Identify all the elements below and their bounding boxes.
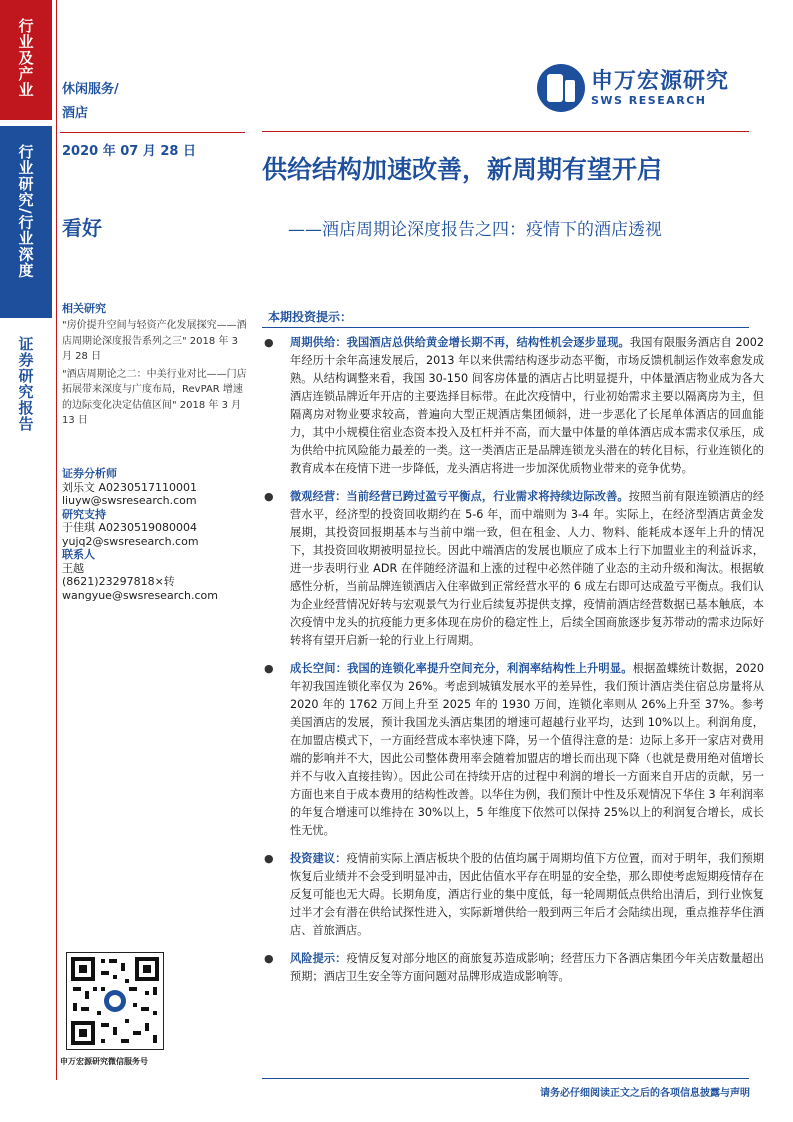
analyst-name: 刘乐文 A0230517110001 <box>62 480 198 494</box>
report-title: 供给结构加速改善，新周期有望开启 <box>262 155 663 184</box>
analyst-email[interactable]: liuyw@swsresearch.com <box>62 494 197 507</box>
left-divider <box>56 0 57 1080</box>
report-subtitle: ——酒店周期论深度报告之四：疫情下的酒店透视 <box>288 220 662 240</box>
support-name: 于佳琪 A0230519080004 <box>62 521 198 534</box>
bullet-icon: ● <box>264 336 274 349</box>
highlight-recommendation <box>262 850 764 940</box>
support-heading: 研究支持 <box>62 507 106 521</box>
analyst-heading: 证券分析师 <box>62 467 117 480</box>
footer-rule <box>262 1078 749 1079</box>
bullet-lead: 周期供给：我国酒店总供给黄金增长期不再，结构性机会逐步显现。 <box>290 336 630 349</box>
bullet-icon: ● <box>264 952 274 965</box>
contact-heading: 联系人 <box>62 548 95 561</box>
support-email[interactable]: yujq2@swsresearch.com <box>62 534 199 548</box>
side-tab-industry-label: 行业及产业 <box>16 18 35 98</box>
bullet-icon: ● <box>264 662 274 675</box>
industry-category <box>62 78 119 126</box>
bullet-lead: 微观经营：当前经营已跨过盈亏平衡点，行业需求将持续边际改善。 <box>290 490 629 503</box>
rating: 看好 <box>62 216 102 240</box>
wechat-qr-code <box>66 952 164 1050</box>
bullet-lead: 成长空间：我国的连锁化率提升空间充分，利润率结构性上升明显。 <box>290 662 633 675</box>
disclaimer-footer[interactable]: 请务必仔细阅读正文之后的各项信息披露与声明 <box>540 1088 750 1099</box>
bullet-body: 按照当前有限连锁酒店的经营水平，经济型的投资回收期约在 5-6 年，而中端则为 3-4 年。实际上，在经济型酒店黄金发展期，其投资回报期基本与当前中端一致，但在租金、人力、物料、能耗成本逐年上升的情况下，其投资回收期被明显拉长。因此中端酒店的发展也顺应了成本上行下加盟业主的利益诉求，进一步表明行业 ADR 在伴随经济温和上涨的过程中必然伴随了业态的主动升级和淘汰。根据敏感性分析，当前品牌连锁酒店入住率做到正常经营水平的 6 成左右即可达成盈亏平衡点。我们认为企业经营情况好转与宏观景气为行业后续复苏提供支撑，疫情前酒店经营数据已基本触底，本次疫情中龙头的抗疫能力更多体现在房价的稳定性上，后续全国商旅逐步复苏带动的需求边际好转将有望开启新一轮的行业上行周期。 <box>290 490 764 647</box>
related-item[interactable]: "酒店周期论之二：中美行业对比——门店拓展带来深度与广度布局，RevPAR 增速的边际变化决定估值区间" 2018 年 3 月 13 日 <box>62 368 247 426</box>
sws-logo-icon <box>537 64 585 112</box>
side-tab-research-type <box>0 126 52 318</box>
investment-highlights <box>262 334 764 996</box>
highlight-operation <box>262 488 764 650</box>
highlight-supply <box>262 334 764 478</box>
logo-en: SWS RESEARCH <box>591 93 707 107</box>
section-heading: 本期投资提示： <box>268 310 353 324</box>
bullet-lead: 投资建议： <box>290 852 347 865</box>
side-tab-industry <box>0 0 52 120</box>
related-research-heading: 相关研究 <box>62 302 106 315</box>
header-rule <box>262 131 749 132</box>
bullet-body: 疫情前实际上酒店板块个股的估值均属于周期均值下方位置，而对于明年，我们预期恢复后业绩并不会受到明显冲击，因此估值水平存在明显的安全垫，那么即使考虑短期疫情存在反复可能也无大碍。长期角度，酒店行业的集中度低，每一轮周期低点供给出清后，到行业恢复过半才会有潜在供给试探性进入，实际新增供给一般到两三年后才会陆续出现，重点推荐华住酒店、首旅酒店。 <box>290 852 764 937</box>
highlight-risk <box>262 950 764 986</box>
sws-logo <box>537 64 729 112</box>
bullet-body: 疫情反复对部分地区的商旅复苏造成影响；经营压力下各酒店集团今年关店数量超出预期；酒店卫生安全等方面问题对品牌形成造成影响等。 <box>290 952 764 983</box>
highlight-growth <box>262 660 764 840</box>
qr-caption: 申万宏源研究微信服务号 <box>60 1057 148 1066</box>
left-header-rule <box>60 132 245 133</box>
bullet-body: 我国有限服务酒店自 2002 年经历十余年高速发展后，2013 年以来供需结构逐步动态平衡，市场反馈机制运作效率愈发成熟。从结构调整来看，我国 30-150 间客房体量的酒店占比明显提升，中体量酒店物业成为各大酒店连锁品牌近年开店的主要选择目标带。在此次疫情中，行业初始需求主要以隔离房为主，但隔离房对物业要求较高，普遍向大型正规酒店集团倾斜，进一步恶化了长尾单体酒店的回血能力，其中小规模住宿业态资本投入及杠杆并不高，而大量中体量的单体酒店成本需求仅承压，成为供给中抗风险能力最差的一类。这一类酒店正是品牌连锁龙头潜在的转化目标，行业连锁化的教育成本在疫情下进一步降低，龙头酒店将进一步加深优质物业带来的竞争优势。 <box>290 336 764 475</box>
category-line-1: 休闲服务/ <box>62 82 119 97</box>
side-tab-report <box>0 330 52 450</box>
category-line-2: 酒店 <box>62 106 89 121</box>
contact-phone: (8621)23297818×转 <box>62 575 175 588</box>
contact-email[interactable]: wangyue@swsresearch.com <box>62 588 218 602</box>
qr-code-icon <box>67 953 163 1049</box>
related-item[interactable]: "房价提升空间与轻资产化发展探究——酒店周期论深度报告系列之三" 2018 年 3 月 28 日 <box>62 320 247 362</box>
report-date: 2020 年 07 月 28 日 <box>62 144 196 159</box>
related-research-list <box>62 318 247 431</box>
bullet-icon: ● <box>264 490 274 503</box>
contact-name: 王越 <box>62 561 84 575</box>
side-tab-research-type-label: 行业研究/行业深度 <box>16 144 35 279</box>
bullet-body: 根据盈蝶统计数据，2020 年初我国连锁化率仅为 26%。考虑到城镇发展水平的差异性，我们预计酒店类住宿总房量将从 2020 年的 1762 万间上升至 2025 年的 1930 万间，连锁化率则从 26%上升至 37%。参考美国酒店的发展，预计我国龙头酒店集团的增速可超越行业平均，达到 10%以上。利润角度，在加盟店模式下，一方面经营成本率快速下降，另一个值得注意的是：边际上多开一家店对费用端的影响并不大，因此公司整体费用率会随着加盟店的增长而出现下降（也就是费用绝对值增长并不与收入直接挂钩）。因此公司在持续开店的过程中利润的增长一方面来自开店的贡献，另一方面也来自于成本费用的结构性改善。以华住为例，我们预计中性及乐观情况下华住 3 年利润率的年复合增速可以维持在 30%以上，5 年维度下依然可以保持 25%以上的利润复合增长，成长性无忧。 <box>290 662 764 837</box>
contacts-block <box>62 467 252 602</box>
side-tab-report-label: 证券研究报告 <box>16 336 35 432</box>
section-rule <box>262 327 749 328</box>
bullet-lead: 风险提示： <box>290 952 347 965</box>
logo-cn: 申万宏源研究 <box>591 68 730 94</box>
bullet-icon: ● <box>264 852 274 865</box>
